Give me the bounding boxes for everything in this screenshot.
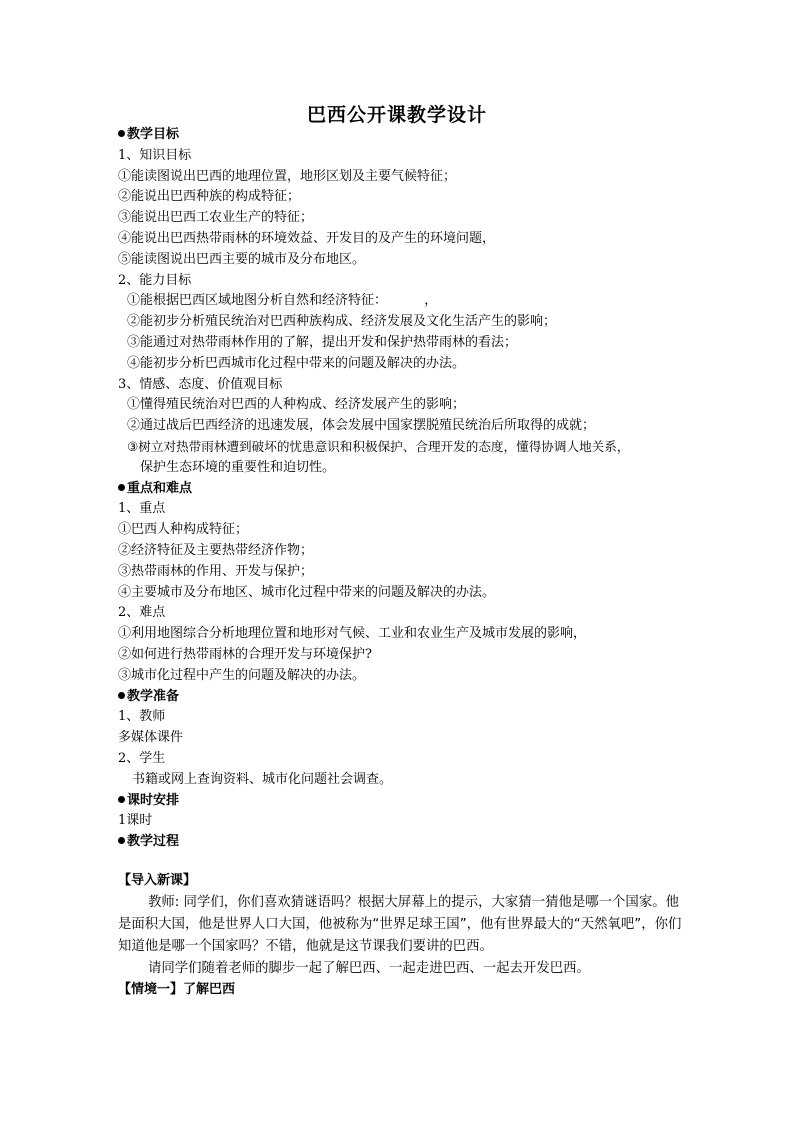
prep-teacher-text: 多媒体课件 (118, 730, 184, 746)
subsection-label: 1、知识目标 (118, 147, 192, 163)
list-item: ④主要城市及分布地区、城市化过程中带来的问题及解决的办法。 (118, 584, 496, 600)
list-item: ②如何进行热带雨林的合理开发与环境保护? (118, 646, 372, 662)
scene1-heading: 【情境一】了解巴西 (118, 981, 236, 997)
subsection-label: 1、重点 (118, 501, 166, 517)
page-title: 巴西公开课教学设计 (306, 104, 487, 126)
bullet-icon (118, 484, 125, 491)
section-heading-text: 课时安排 (127, 792, 180, 808)
spacer (118, 853, 688, 871)
list-item: ③树立对热带雨林遭到破坏的忧患意识和积极保护、合理开发的态度，懂得协调人地关系， (127, 438, 630, 454)
list-item: ②通过战后巴西经济的迅速发展，体会发展中国家摆脱殖民统治后所取得的成就； (127, 418, 596, 434)
subsection-label: 1、教师 (118, 709, 166, 725)
list-item: ③能说出巴西工农业生产的特征； (118, 210, 314, 226)
section-heading-text: 教学准备 (127, 688, 180, 704)
section-heading-prep (118, 687, 688, 708)
subsection-label: 2、能力目标 (118, 272, 192, 288)
section-heading-goals (118, 125, 688, 146)
subsection-label: 2、难点 (118, 605, 166, 621)
section-heading-key-points (118, 479, 688, 500)
intro-paragraph-2: 请同学们随着老师的脚步一起了解巴西、一起走进巴西、一起去开发巴西。 (148, 960, 590, 976)
list-item-continuation: 保护生态环境的重要性和迫切性。 (140, 459, 336, 475)
subsection-label: 3、情感、态度、价值观目标 (118, 376, 283, 392)
list-item: ①能根据巴西区域地图分析自然和经济特征： ， (127, 293, 438, 309)
bullet-icon (118, 796, 125, 803)
bullet-icon (118, 130, 125, 137)
list-item: ①利用地图综合分析地理位置和地形对气候、工业和农业生产及城市发展的影响， (118, 626, 587, 642)
list-item: ②能初步分析殖民统治对巴西种族构成、经济发展及文化生活产生的影响； (127, 314, 557, 330)
section-heading-text: 教学目标 (127, 127, 180, 142)
list-item: ④能初步分析巴西城市化过程中带来的问题及解决的办法。 (127, 355, 466, 371)
section-heading-process (118, 832, 688, 853)
section-heading-text: 教学过程 (127, 834, 180, 850)
document-body (118, 125, 688, 1000)
intro-heading: 【导入新课】 (118, 872, 197, 888)
list-item: ②能说出巴西种族的构成特征； (118, 189, 301, 205)
bullet-icon (118, 692, 125, 699)
list-item: ①懂得殖民统治对巴西的人种构成、经济发展产生的影响； (127, 397, 466, 413)
schedule-text: 1课时 (118, 813, 153, 829)
list-item: ①能读图说出巴西的地理位置，地形区划及主要气候特征； (118, 168, 457, 184)
prep-student-text: 书籍或网上查询资料、城市化问题社会调查。 (132, 771, 393, 787)
section-heading-schedule (118, 791, 688, 812)
list-item: ④能说出巴西热带雨林的环境效益、开发目的及产生的环境问题， (118, 230, 496, 246)
list-item: ③能通过对热带雨林作用的了解，提出开发和保护热带雨林的看法； (127, 334, 518, 350)
list-item: ②经济特征及主要热带经济作物； (118, 542, 314, 558)
list-item: ⑤能读图说出巴西主要的城市及分布地区。 (118, 251, 366, 267)
list-item: ①巴西人种构成特征； (118, 522, 249, 538)
subsection-label: 2、学生 (118, 750, 166, 766)
section-heading-text: 重点和难点 (127, 480, 193, 496)
intro-paragraph: 教师: 同学们，你们喜欢猜谜语吗？根据大屏幕上的提示，大家猜一猜他是哪一个国家。他是面积大国，他是世界人口大国，他被称为“世界足球王国”，他有世界最大的“天然氧吧”，你们知道他是哪一个国家吗？不错，他就是这节课我们要讲的巴西。 (118, 894, 682, 954)
list-item: ③热带雨林的作用、开发与保护； (118, 563, 314, 579)
bullet-icon (118, 837, 125, 844)
list-item: ③城市化过程中产生的问题及解决的办法。 (118, 667, 366, 683)
